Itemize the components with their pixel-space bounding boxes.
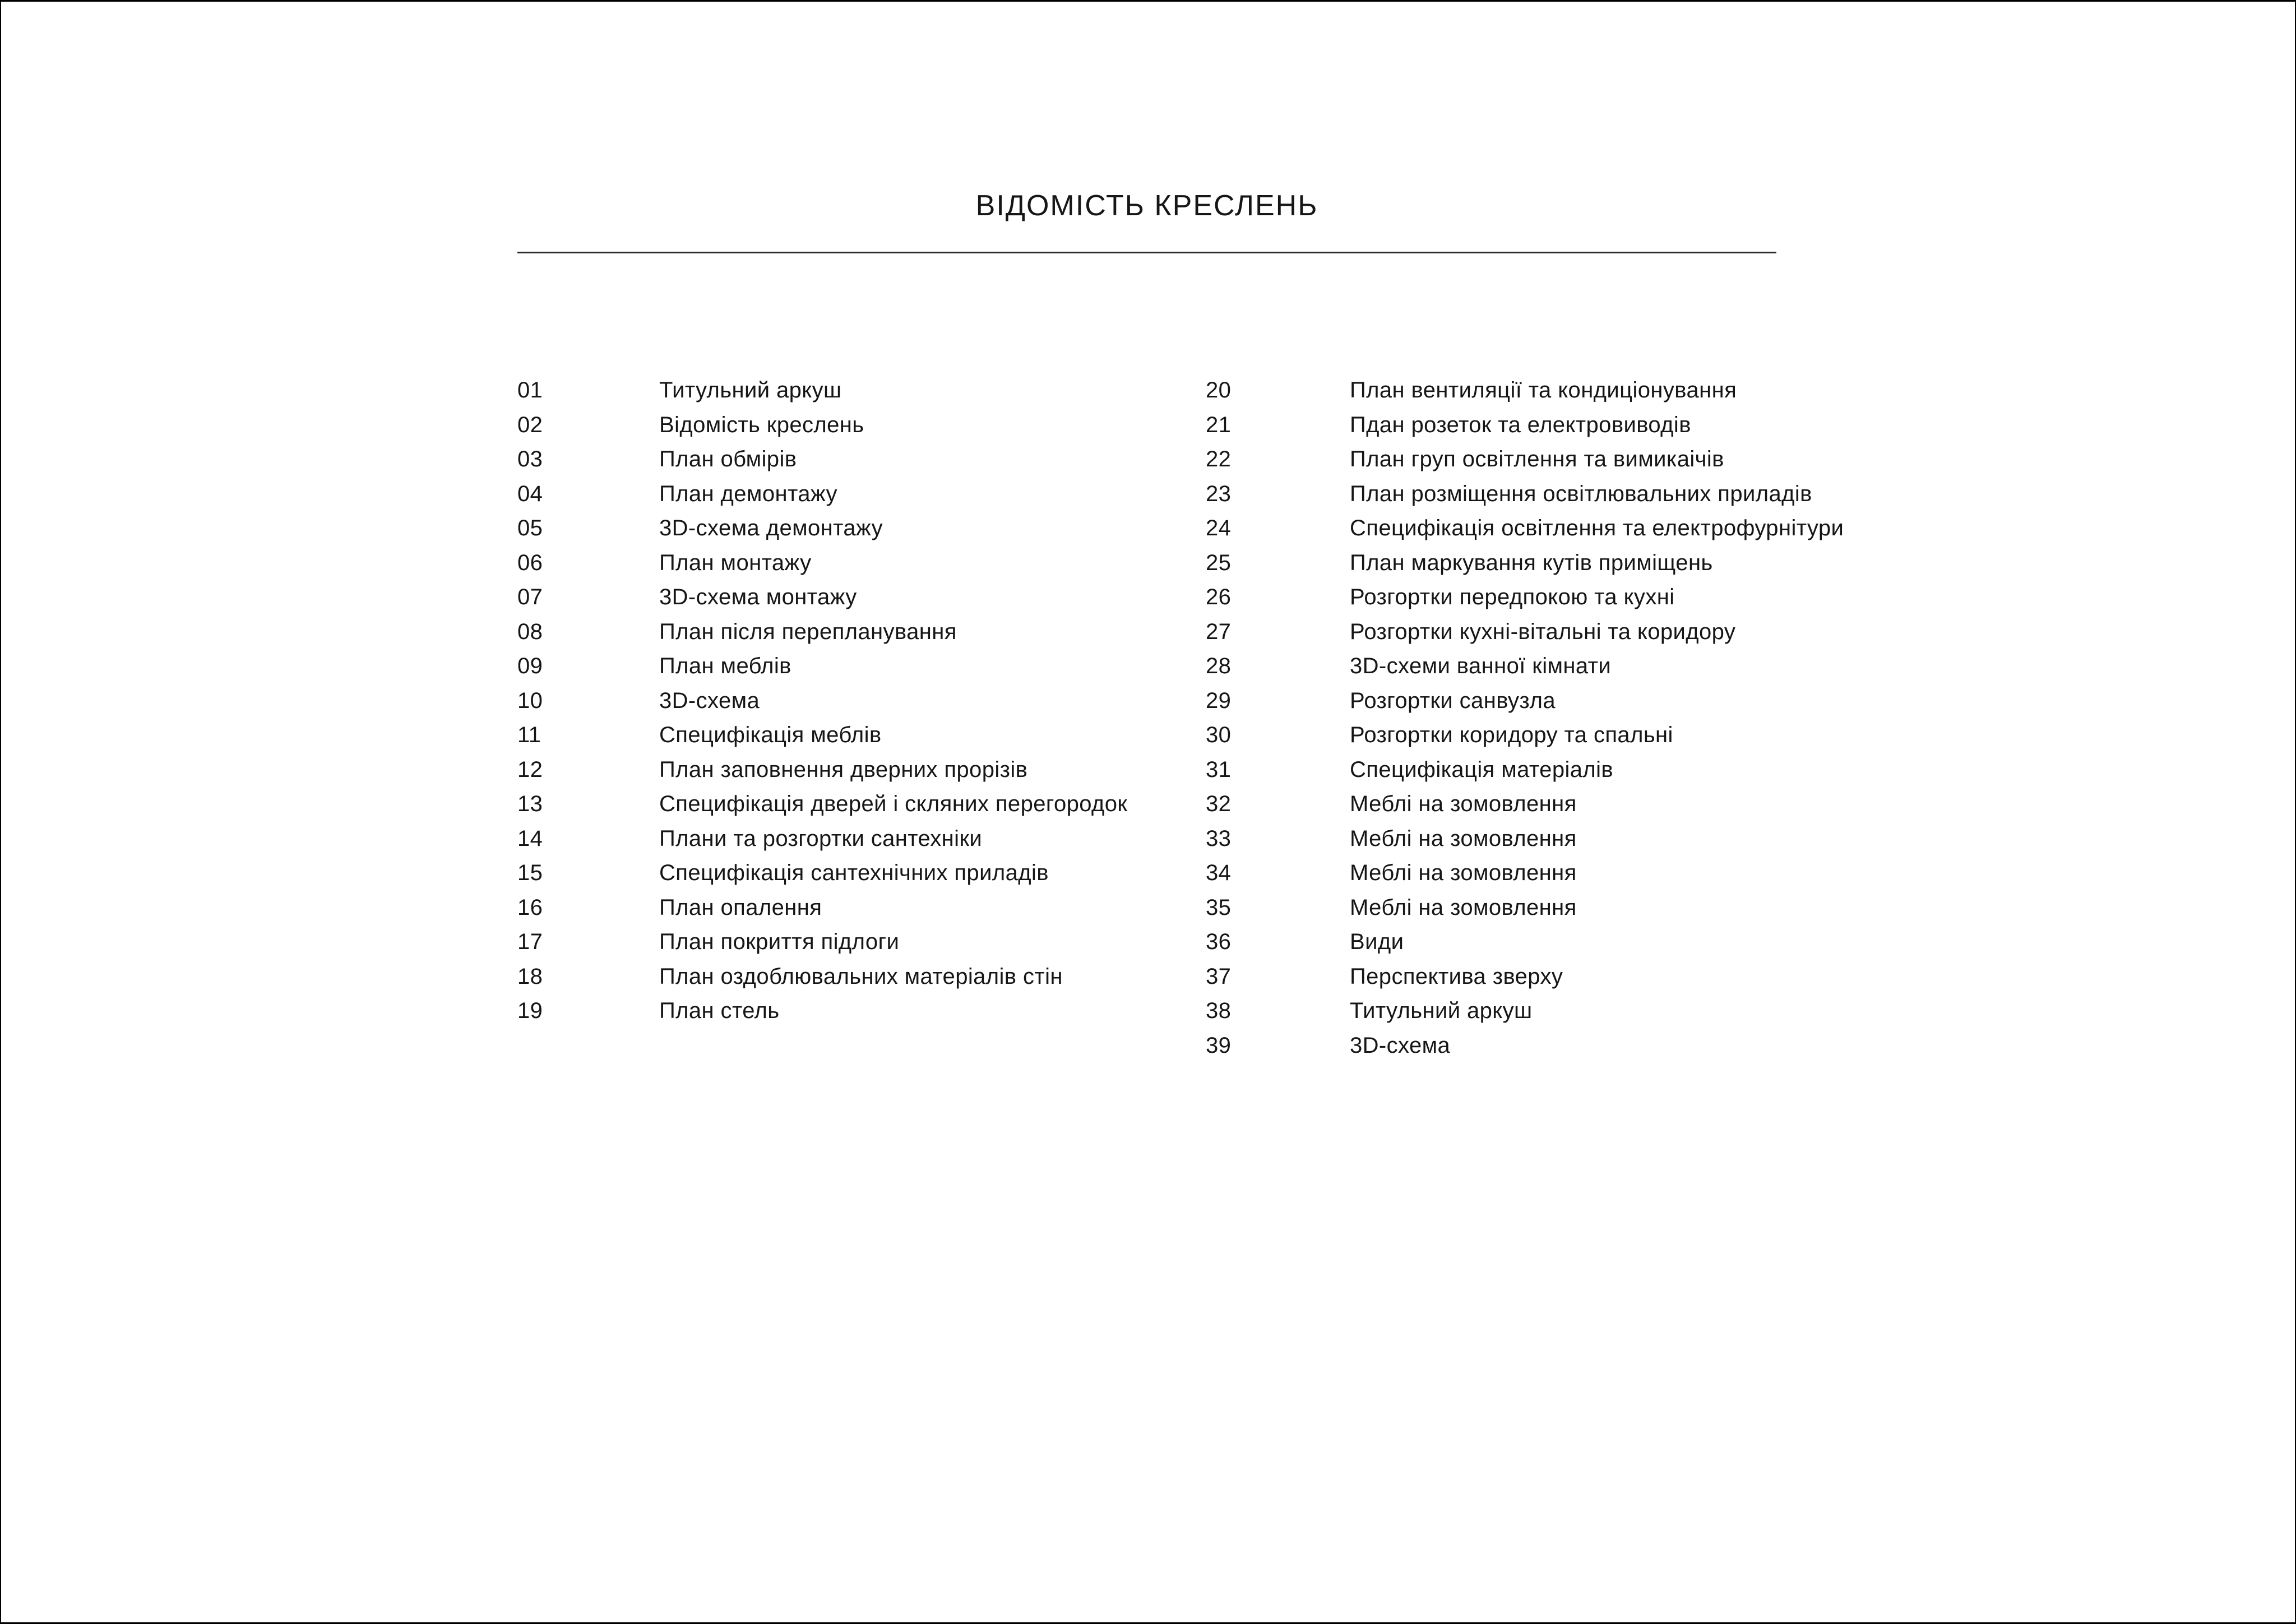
sheet-title: План монтажу (659, 550, 812, 575)
sheet-title: Розгортки санвузла (1350, 688, 1556, 713)
sheet-title: Відомість креслень (659, 412, 864, 437)
sheet-title: Меблі на зомовлення (1350, 792, 1577, 817)
drawing-list-row (517, 925, 1127, 960)
drawing-list-row (517, 615, 1127, 650)
sheet-number: 38 (1206, 998, 1232, 1024)
sheet-number: 18 (517, 964, 543, 989)
sheet-title: План оздоблювальних матеріалів стін (659, 964, 1063, 989)
drawing-list-row (517, 856, 1127, 891)
sheet-title: Меблі на зомовлення (1350, 895, 1577, 920)
sheet-number: 13 (517, 792, 543, 817)
drawing-list-row (1206, 442, 1844, 477)
sheet-number: 04 (517, 481, 543, 506)
drawing-list-row (1206, 856, 1844, 891)
sheet-number: 17 (517, 929, 543, 955)
sheet-number: 10 (517, 688, 543, 713)
title-divider (517, 252, 1776, 253)
sheet-title: Пдан розеток та електровиводів (1350, 412, 1691, 437)
sheet-number: 32 (1206, 792, 1232, 817)
sheet-title: 3D-схеми ванної кімнати (1350, 654, 1612, 679)
sheet-title: Меблі на зомовлення (1350, 860, 1577, 886)
sheet-title: Титульний аркуш (1350, 998, 1533, 1024)
drawing-list-row (1206, 546, 1844, 581)
sheet-title: План вентиляції та кондиціонування (1350, 378, 1737, 403)
drawing-list-row (1206, 373, 1844, 408)
drawing-list-row (517, 373, 1127, 408)
sheet-number: 22 (1206, 447, 1232, 472)
drawing-list-row (1206, 477, 1844, 512)
drawing-list-row (517, 649, 1127, 684)
sheet-number: 07 (517, 585, 543, 610)
sheet-number: 34 (1206, 860, 1232, 886)
sheet-number: 12 (517, 757, 543, 782)
drawing-list-row (517, 753, 1127, 788)
sheet-number: 24 (1206, 516, 1232, 541)
sheet-number: 19 (517, 998, 543, 1024)
drawing-list-row (517, 718, 1127, 753)
sheet-title: Титульний аркуш (659, 378, 842, 403)
sheet-title: Перспектива зверху (1350, 964, 1563, 989)
sheet-number: 06 (517, 550, 543, 575)
sheet-title: План заповнення дверних прорізів (659, 757, 1028, 782)
sheet-title: 3D-схема монтажу (659, 585, 857, 610)
sheet-title: Розгортки передпокою та кухні (1350, 585, 1675, 610)
sheet-title: Плани та розгортки сантехніки (659, 826, 983, 851)
drawing-list-row (1206, 891, 1844, 926)
sheet-title: Специфікація сантехнічних приладів (659, 860, 1049, 886)
sheet-number: 11 (517, 723, 541, 748)
sheet-number: 15 (517, 860, 543, 886)
drawing-list-row (1206, 615, 1844, 650)
drawing-list-row (517, 960, 1127, 994)
sheet-number: 35 (1206, 895, 1232, 920)
sheet-number: 37 (1206, 964, 1232, 989)
drawing-list-row (517, 684, 1127, 719)
drawing-list-row (1206, 1029, 1844, 1063)
drawing-list-row (517, 408, 1127, 443)
drawing-list-row (517, 442, 1127, 477)
sheet-number: 09 (517, 654, 543, 679)
sheet-title: Специфікація дверей і скляних перегородок (659, 792, 1128, 817)
sheet-number: 16 (517, 895, 543, 920)
sheet-number: 01 (517, 378, 543, 403)
drawing-list-row (517, 511, 1127, 546)
drawing-list-row (517, 994, 1127, 1029)
drawing-list-row (1206, 718, 1844, 753)
drawing-list-row (517, 546, 1127, 581)
sheet-number: 08 (517, 619, 543, 644)
drawing-list-row (1206, 994, 1844, 1029)
sheet-number: 21 (1206, 412, 1232, 437)
drawing-list-row (1206, 822, 1844, 857)
drawing-list-row (1206, 511, 1844, 546)
sheet-number: 25 (1206, 550, 1232, 575)
sheet-number: 14 (517, 826, 543, 851)
sheet-number: 33 (1206, 826, 1232, 851)
sheet-title: План розміщення освітлювальних приладів (1350, 481, 1812, 506)
sheet-number: 28 (1206, 654, 1232, 679)
drawing-list-row (1206, 787, 1844, 822)
sheet-title: План демонтажу (659, 481, 837, 506)
drawing-list-row (1206, 753, 1844, 788)
sheet-title: План покриття підлоги (659, 929, 900, 955)
drawing-list-row (517, 477, 1127, 512)
drawing-list-row (517, 580, 1127, 615)
sheet-number: 31 (1206, 757, 1232, 782)
drawing-list-row (1206, 684, 1844, 719)
sheet-number: 27 (1206, 619, 1232, 644)
sheet-title: План груп освітлення та вимикаічів (1350, 447, 1724, 472)
sheet-title: Меблі на зомовлення (1350, 826, 1577, 851)
drawing-list-row (1206, 960, 1844, 994)
sheet-title: План опалення (659, 895, 822, 920)
drawing-list-column-right (1206, 373, 1844, 1063)
sheet-number: 26 (1206, 585, 1232, 610)
drawing-list-column-left (517, 373, 1127, 1029)
sheet-title: 3D-схема (1350, 1033, 1451, 1058)
sheet-number: 20 (1206, 378, 1232, 403)
sheet-number: 30 (1206, 723, 1232, 748)
sheet-title: Види (1350, 929, 1404, 955)
sheet-number: 39 (1206, 1033, 1232, 1058)
sheet-number: 03 (517, 447, 543, 472)
sheet-title: План меблів (659, 654, 791, 679)
drawing-list-row (1206, 649, 1844, 684)
sheet-title: 3D-схема демонтажу (659, 516, 883, 541)
drawing-list-row (1206, 408, 1844, 443)
sheet-number: 05 (517, 516, 543, 541)
sheet-number: 29 (1206, 688, 1232, 713)
sheet-title: План маркування кутів приміщень (1350, 550, 1713, 575)
sheet-title: Розгортки кухні-вітальні та коридору (1350, 619, 1736, 644)
sheet-title: 3D-схема (659, 688, 760, 713)
sheet-title: Специфікація освітлення та електрофурнітури (1350, 516, 1844, 541)
drawing-list-row (1206, 580, 1844, 615)
drawing-list-row (1206, 925, 1844, 960)
sheet-title: План обмірів (659, 447, 797, 472)
sheet-title: План стель (659, 998, 780, 1024)
sheet-title: Специфікація матеріалів (1350, 757, 1614, 782)
drawing-list-row (517, 822, 1127, 857)
drawing-list-row (517, 891, 1127, 926)
sheet-title: План після перепланування (659, 619, 957, 644)
sheet-number: 02 (517, 412, 543, 437)
drawing-list-row (517, 787, 1127, 822)
sheet-number: 23 (1206, 481, 1232, 506)
sheet-number: 36 (1206, 929, 1232, 955)
sheet-title: Розгортки коридору та спальні (1350, 723, 1673, 748)
sheet-title: Специфікація меблів (659, 723, 882, 748)
page-title: ВІДОМІСТЬ КРЕСЛЕНЬ (975, 189, 1318, 222)
